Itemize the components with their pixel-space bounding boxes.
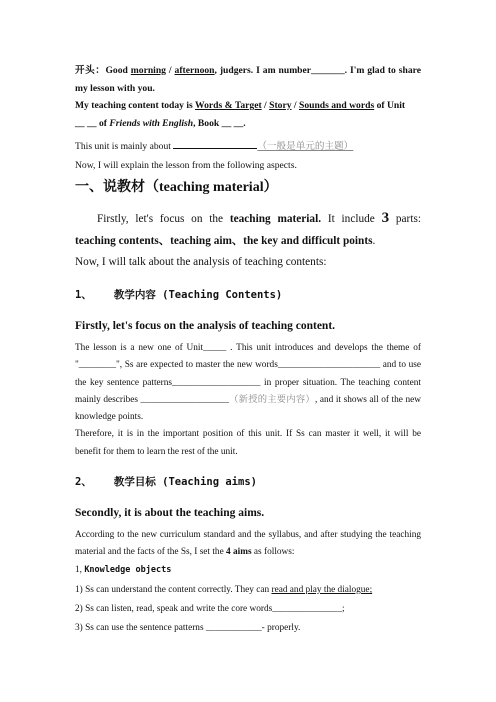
section1-heading: 1、 教学内容 (Teaching Contents) [75,289,283,301]
section2-heading: 2、 教学目标 (Teaching aims) [75,476,257,488]
section2-body: According to the new curriculum standard and the syllabus, and after studying the teaching material and the facts of the Ss, I set the 4 aims as follows: [75,530,421,558]
knowledge-objects-label: 1, Knowledge objects [75,565,172,575]
intro-label: 开头： [75,65,106,76]
intro-paragraph: 开头：Good morning / afternoon, judgers. I am number_______. I'm glad to share my lesson with you. [75,65,421,94]
analysis-intro: Now, I will talk about the analysis of teaching contents: [75,256,327,268]
aim-item-3: 3) Ss can use the sentence patterns ____________- properly. [75,623,301,633]
afternoon-option: afternoon [174,65,215,76]
book-blank: __ __ [221,118,244,129]
book-title: Friends with English [109,118,194,129]
number-blank: _______ [311,65,345,76]
section2-subtitle: Secondly, it is about the teaching aims. [75,507,265,519]
story-option: Story [269,100,292,111]
parts-count: 3 [381,210,390,226]
section1-para2: Therefore, it is in the important position of this unit. If Ss can master it well, it will be benefit for them to learn the rest of the unit. [75,429,421,457]
unit-theme-hint: （一般是单元的主题） [257,141,354,152]
explain-line: Now, I will explain the lesson from the following aspects. [75,160,297,171]
unit-blank: __ __ [75,118,97,129]
section1-body: The lesson is a new one of Unit_____ . This unit introduces and develops the theme of "________", Ss are expected to master the new words______________________ and to use the key sentence patterns___________________ in proper situation. The teaching content mainly describes ___________________（新授的主要内容）, and it shows all of the new knowledge points. Therefore, it is in the important position of this unit. If Ss can master it well, it will be benefit for them to learn the rest of the unit. [75,343,422,457]
morning-option: morning [130,65,166,76]
sounds-option: Sounds and words [298,100,375,111]
section1-subtitle: Firstly, let's focus on the analysis of teaching content. [75,320,336,332]
content-line: My teaching content today is Words & Target / Story / Sounds and words of Unit __ __ of Friends with English, Book __ __. [75,100,406,129]
words-target-option: Words & Target [195,100,262,111]
unit-about-line: This unit is mainly about （一般是单元的主题） [75,141,354,152]
aim-item-1: 1) Ss can understand the content correctly. They can read and play the dialogue; [75,585,373,595]
unit-about-blank [173,139,257,149]
focus-paragraph: Firstly, let's focus on the teaching material. It include 3 parts: teaching contents、teaching aim、the key and difficult points. [75,210,421,247]
aim-item-2: 2) Ss can listen, read, speak and write the core words_______________; [75,604,345,614]
heading-teaching-material: 一、说教材（teaching material） [75,180,278,195]
